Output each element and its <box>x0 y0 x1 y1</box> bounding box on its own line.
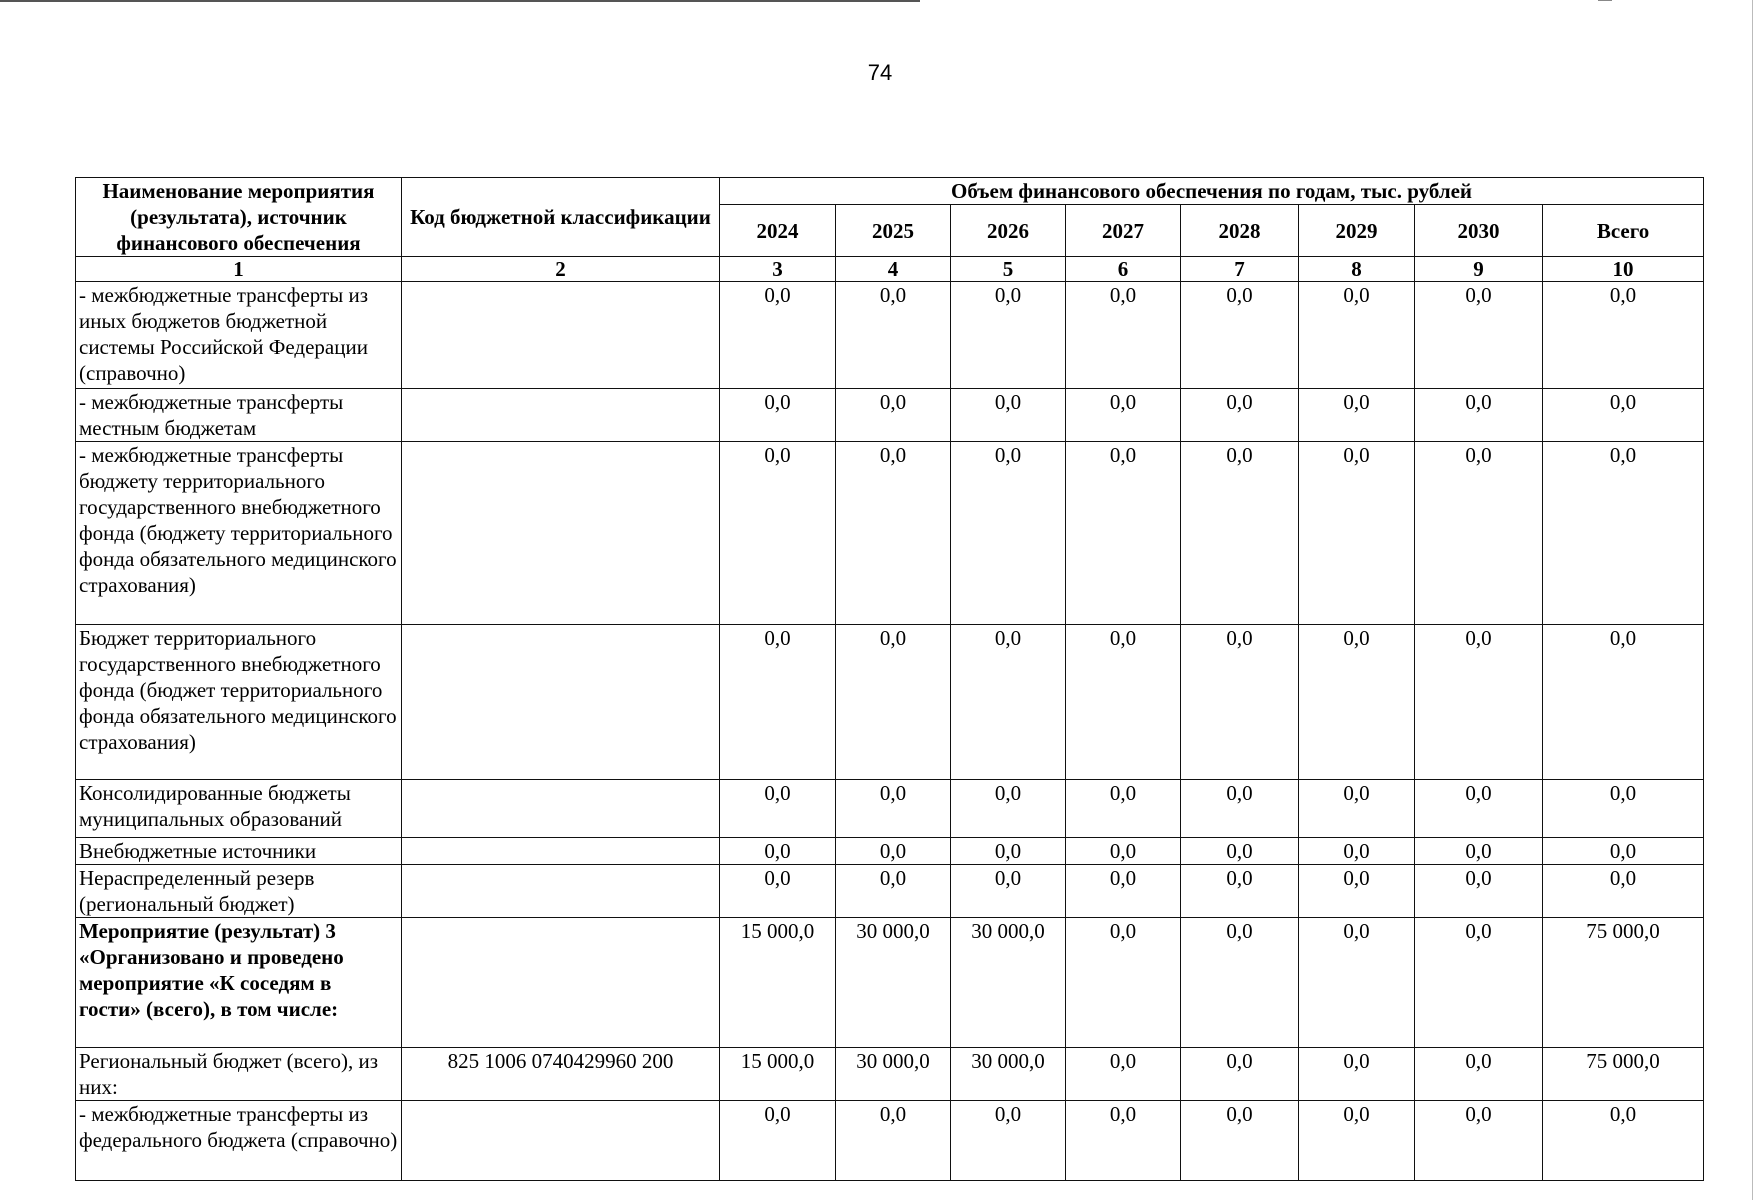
row-year-value: 0,0 <box>1299 865 1415 918</box>
row-code <box>402 442 720 625</box>
row-year-value: 0,0 <box>951 625 1066 780</box>
row-year-value: 0,0 <box>1299 625 1415 780</box>
row-code: 825 1006 0740429960 200 <box>402 1048 720 1101</box>
table-row <box>76 838 1704 865</box>
row-year-value: 0,0 <box>1415 1048 1543 1101</box>
table-row <box>76 780 1704 838</box>
row-name: Региональный бюджет (всего), из них: <box>76 1048 402 1101</box>
row-code <box>402 625 720 780</box>
header-year: 2026 <box>951 205 1066 257</box>
header-total: Всего <box>1543 205 1704 257</box>
row-total-value: 0,0 <box>1543 442 1704 625</box>
row-year-value: 0,0 <box>951 838 1066 865</box>
row-year-value: 0,0 <box>1299 282 1415 389</box>
row-year-value: 0,0 <box>1066 865 1181 918</box>
row-year-value: 30 000,0 <box>951 1048 1066 1101</box>
row-year-value: 0,0 <box>951 1101 1066 1181</box>
row-year-value: 0,0 <box>720 625 836 780</box>
row-code <box>402 838 720 865</box>
row-code <box>402 780 720 838</box>
row-year-value: 0,0 <box>720 282 836 389</box>
row-year-value: 0,0 <box>1181 282 1299 389</box>
column-index: 6 <box>1066 257 1181 282</box>
row-year-value: 0,0 <box>836 1101 951 1181</box>
top-scan-mark <box>1598 0 1612 1</box>
header-year: 2028 <box>1181 205 1299 257</box>
row-year-value: 0,0 <box>720 389 836 442</box>
row-name: Внебюджетные источники <box>76 838 402 865</box>
row-name: Бюджет территориального государственного внебюджетного фонда (бюджет территориального фонда обязательного медицинского страхования) <box>76 625 402 780</box>
column-index: 9 <box>1415 257 1543 282</box>
row-year-value: 0,0 <box>1415 282 1543 389</box>
row-code <box>402 918 720 1048</box>
row-total-value: 0,0 <box>1543 865 1704 918</box>
row-year-value: 0,0 <box>1299 1101 1415 1181</box>
row-year-value: 0,0 <box>836 780 951 838</box>
row-code <box>402 865 720 918</box>
table-row <box>76 282 1704 389</box>
header-year: 2029 <box>1299 205 1415 257</box>
table-row <box>76 389 1704 442</box>
row-year-value: 0,0 <box>1066 442 1181 625</box>
column-index: 8 <box>1299 257 1415 282</box>
row-name: Мероприятие (результат) 3 «Организовано и проведено мероприятие «К соседям в гости» (всего), в том числе: <box>76 918 402 1048</box>
row-year-value: 0,0 <box>1299 442 1415 625</box>
row-year-value: 0,0 <box>1299 389 1415 442</box>
table-row <box>76 1101 1704 1181</box>
row-total-value: 0,0 <box>1543 389 1704 442</box>
row-year-value: 0,0 <box>1415 442 1543 625</box>
row-total-value: 0,0 <box>1543 838 1704 865</box>
row-year-value: 0,0 <box>720 865 836 918</box>
column-index: 10 <box>1543 257 1704 282</box>
row-year-value: 0,0 <box>836 442 951 625</box>
row-total-value: 0,0 <box>1543 780 1704 838</box>
row-year-value: 0,0 <box>1066 1048 1181 1101</box>
row-year-value: 0,0 <box>720 1101 836 1181</box>
row-name: Нераспределенный резерв (региональный бюджет) <box>76 865 402 918</box>
column-index: 4 <box>836 257 951 282</box>
table-row <box>76 625 1704 780</box>
row-total-value: 0,0 <box>1543 625 1704 780</box>
row-year-value: 15 000,0 <box>720 1048 836 1101</box>
row-year-value: 30 000,0 <box>836 1048 951 1101</box>
row-year-value: 0,0 <box>1066 918 1181 1048</box>
header-year: 2025 <box>836 205 951 257</box>
page-number: 74 <box>867 60 893 85</box>
column-index: 1 <box>76 257 402 282</box>
row-year-value: 0,0 <box>1299 1048 1415 1101</box>
row-year-value: 0,0 <box>1181 442 1299 625</box>
row-year-value: 30 000,0 <box>951 918 1066 1048</box>
row-year-value: 0,0 <box>1415 780 1543 838</box>
row-name: - межбюджетные трансферты из иных бюджетов бюджетной системы Российской Федерации (справочно) <box>76 282 402 389</box>
header-year: 2030 <box>1415 205 1543 257</box>
row-year-value: 0,0 <box>1066 282 1181 389</box>
row-year-value: 0,0 <box>1415 838 1543 865</box>
row-name: Консолидированные бюджеты муниципальных образований <box>76 780 402 838</box>
row-year-value: 0,0 <box>1415 625 1543 780</box>
row-year-value: 0,0 <box>1415 389 1543 442</box>
row-year-value: 0,0 <box>951 442 1066 625</box>
row-year-value: 0,0 <box>1181 389 1299 442</box>
row-year-value: 0,0 <box>1181 1101 1299 1181</box>
table-row <box>76 918 1704 1048</box>
column-index: 2 <box>402 257 720 282</box>
row-year-value: 0,0 <box>1181 625 1299 780</box>
table-row <box>76 442 1704 625</box>
row-year-value: 0,0 <box>1181 865 1299 918</box>
row-year-value: 0,0 <box>1181 1048 1299 1101</box>
row-year-value: 0,0 <box>951 780 1066 838</box>
row-year-value: 0,0 <box>1299 918 1415 1048</box>
header-financing-volume: Объем финансового обеспечения по годам, тыс. рублей <box>720 178 1704 205</box>
row-year-value: 0,0 <box>1066 838 1181 865</box>
column-index-row <box>76 257 1704 282</box>
row-year-value: 0,0 <box>1066 625 1181 780</box>
row-year-value: 0,0 <box>836 625 951 780</box>
page-edge <box>1752 0 1753 1200</box>
row-year-value: 0,0 <box>836 838 951 865</box>
column-index: 7 <box>1181 257 1299 282</box>
row-total-value: 75 000,0 <box>1543 918 1704 1048</box>
row-year-value: 0,0 <box>951 389 1066 442</box>
row-total-value: 75 000,0 <box>1543 1048 1704 1101</box>
row-year-value: 0,0 <box>1066 780 1181 838</box>
row-year-value: 0,0 <box>1066 1101 1181 1181</box>
row-year-value: 0,0 <box>1299 780 1415 838</box>
row-year-value: 0,0 <box>720 838 836 865</box>
header-code: Код бюджетной классификации <box>402 178 720 257</box>
row-year-value: 0,0 <box>1181 780 1299 838</box>
row-code <box>402 282 720 389</box>
row-total-value: 0,0 <box>1543 1101 1704 1181</box>
row-year-value: 0,0 <box>836 865 951 918</box>
header-row <box>76 178 1704 205</box>
table-body <box>76 282 1704 1181</box>
row-year-value: 0,0 <box>836 389 951 442</box>
row-code <box>402 389 720 442</box>
row-year-value: 15 000,0 <box>720 918 836 1048</box>
header-year: 2024 <box>720 205 836 257</box>
row-year-value: 0,0 <box>1299 838 1415 865</box>
row-name: - межбюджетные трансферты местным бюджетам <box>76 389 402 442</box>
row-year-value: 0,0 <box>1066 389 1181 442</box>
row-name: - межбюджетные трансферты из федерального бюджета (справочно) <box>76 1101 402 1181</box>
column-index: 3 <box>720 257 836 282</box>
row-year-value: 0,0 <box>1415 918 1543 1048</box>
top-scan-rule <box>0 0 920 2</box>
row-total-value: 0,0 <box>1543 282 1704 389</box>
row-name: - межбюджетные трансферты бюджету территориального государственного внебюджетного фонда (бюджету территориального фонда обязательного медицинского страхования) <box>76 442 402 625</box>
header-year: 2027 <box>1066 205 1181 257</box>
row-year-value: 0,0 <box>1181 918 1299 1048</box>
row-year-value: 0,0 <box>951 282 1066 389</box>
row-year-value: 30 000,0 <box>836 918 951 1048</box>
row-code <box>402 1101 720 1181</box>
row-year-value: 0,0 <box>720 442 836 625</box>
row-year-value: 0,0 <box>836 282 951 389</box>
row-year-value: 0,0 <box>951 865 1066 918</box>
table-row <box>76 1048 1704 1101</box>
row-year-value: 0,0 <box>720 780 836 838</box>
row-year-value: 0,0 <box>1415 865 1543 918</box>
column-index: 5 <box>951 257 1066 282</box>
row-year-value: 0,0 <box>1415 1101 1543 1181</box>
financing-table <box>75 177 1704 1181</box>
table-row <box>76 865 1704 918</box>
row-year-value: 0,0 <box>1181 838 1299 865</box>
header-name: Наименование мероприятия (результата), источник финансового обеспечения <box>76 178 402 257</box>
